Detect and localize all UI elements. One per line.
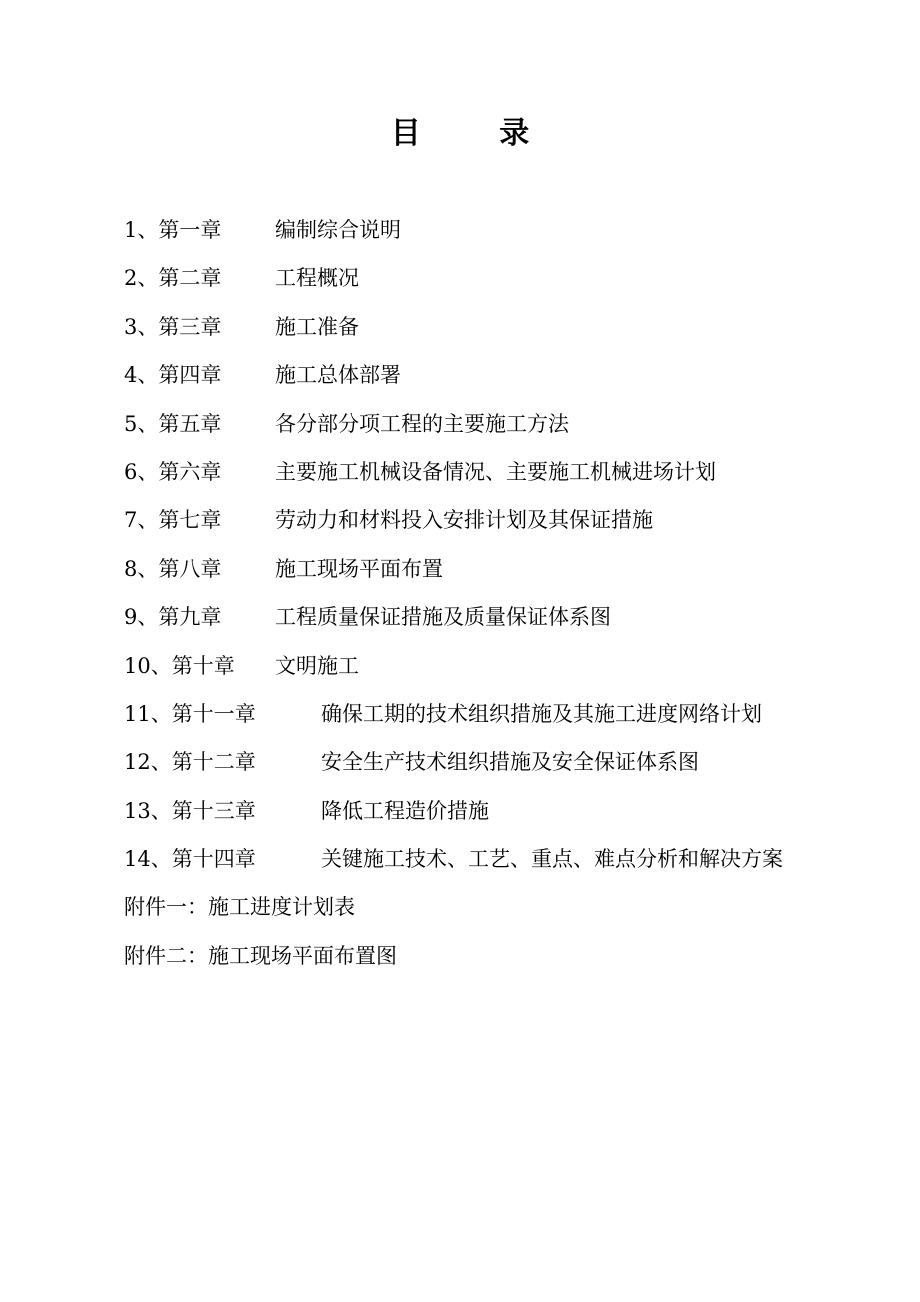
toc-entry-title: 施工准备 <box>275 314 359 339</box>
toc-entry-title: 安全生产技术组织措施及安全保证体系图 <box>321 750 699 775</box>
toc-entry-number: 5、第五章 <box>124 411 222 436</box>
toc-entry-title: 编制综合说明 <box>275 218 401 242</box>
toc-entry-number: 12、第十二章 <box>124 750 256 775</box>
toc-entry-1 <box>124 214 904 262</box>
table-of-contents <box>124 214 904 988</box>
toc-entry-13 <box>124 795 904 843</box>
toc-entry-title: 关键施工技术、工艺、重点、难点分析和解决方案 <box>321 847 783 872</box>
toc-entry-8 <box>124 553 904 601</box>
toc-entry-title: 主要施工机械设备情况、主要施工机械进场计划 <box>275 459 716 484</box>
toc-entry-title: 工程概况 <box>275 266 359 291</box>
toc-entry-number: 6、第六章 <box>124 459 222 484</box>
toc-entry-6 <box>124 456 904 504</box>
toc-entry-title: 施工总体部署 <box>275 363 401 388</box>
toc-entry-title: 确保工期的技术组织措施及其施工进度网络计划 <box>321 701 762 726</box>
toc-entry-14 <box>124 843 904 891</box>
toc-entry-number: 13、第十三章 <box>124 798 256 823</box>
toc-entry-number: 9、第九章 <box>124 605 222 630</box>
toc-entry-2 <box>124 262 904 310</box>
toc-entry-number: 8、第八章 <box>124 556 222 581</box>
toc-entry-10 <box>124 650 904 698</box>
toc-entry-5 <box>124 408 904 456</box>
toc-entry-number: 10、第十章 <box>124 653 235 678</box>
page-title: 目 录 <box>390 116 564 151</box>
appendix-label: 附件一：施工进度计划表 <box>124 895 355 920</box>
toc-entry-title: 文明施工 <box>275 653 359 678</box>
toc-entry-number: 14、第十四章 <box>124 847 256 872</box>
toc-appendix-2 <box>124 940 904 988</box>
toc-entry-number: 2、第二章 <box>124 266 222 291</box>
toc-entry-12 <box>124 746 904 794</box>
toc-entry-9 <box>124 601 904 649</box>
toc-entry-number: 4、第四章 <box>124 363 222 388</box>
appendix-label: 附件二：施工现场平面布置图 <box>124 943 397 968</box>
toc-entry-4 <box>124 359 904 407</box>
toc-appendix-1 <box>124 891 904 939</box>
toc-entry-number: 1、第一章 <box>124 218 222 242</box>
toc-entry-7 <box>124 504 904 552</box>
toc-entry-title: 降低工程造价措施 <box>321 798 489 823</box>
toc-entry-number: 11、第十一章 <box>124 701 256 726</box>
toc-entry-title: 工程质量保证措施及质量保证体系图 <box>275 605 611 630</box>
toc-entry-11 <box>124 698 904 746</box>
toc-entry-number: 3、第三章 <box>124 314 222 339</box>
toc-entry-title: 施工现场平面布置 <box>275 556 443 581</box>
toc-entry-title: 劳动力和材料投入安排计划及其保证措施 <box>275 508 653 533</box>
toc-entry-3 <box>124 311 904 359</box>
toc-entry-title: 各分部分项工程的主要施工方法 <box>275 411 569 436</box>
toc-entry-number: 7、第七章 <box>124 508 222 533</box>
